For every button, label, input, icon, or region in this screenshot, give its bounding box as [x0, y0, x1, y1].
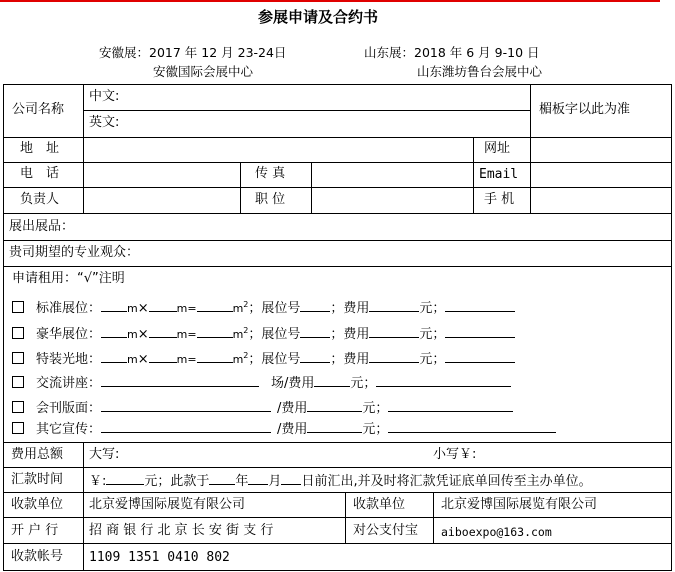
alipay-label: 对公支付宝 [353, 523, 419, 538]
shandong-show-venue: 山东潍坊鲁台会展中心 [417, 64, 543, 79]
payee-unit-value-2: 北京爱博国际展览有限公司 [441, 497, 598, 512]
audience-label: 贵司期望的专业观众： [9, 245, 140, 260]
option-standard-booth: 标准展位： $m\times m= m^2$；展位号 ；费用 元； [12, 296, 515, 318]
journal-checkbox[interactable] [12, 401, 24, 413]
company-cn-label: 中文: [89, 89, 120, 104]
rent-header: 申请租用：“√”注明 [12, 271, 125, 286]
account-label: 收款帐号 [11, 549, 64, 564]
fee-upper-label: 大写: [89, 447, 120, 462]
alipay-value: aiboexpo@163.com [441, 525, 552, 539]
option-raw-space: 特装光地： $m\times m= m^2$；展位号 ；费用 元； [12, 347, 515, 369]
person-label: 负责人 [20, 192, 60, 207]
payee-unit-label: 收款单位 [11, 497, 64, 512]
page-title: 参展申请及合约书 [257, 8, 378, 26]
top-rule [0, 0, 660, 2]
payee-unit-label-2: 收款单位 [353, 497, 406, 512]
bank-label: 开 户 行 [11, 523, 59, 538]
email-label: Email [479, 167, 519, 182]
fee-lower-label: 小写￥: [433, 447, 477, 462]
bank-value: 招 商 银 行 北 京 长 安 街 支 行 [89, 523, 274, 538]
raw-space-checkbox[interactable] [12, 352, 24, 364]
website-label: 网址 [484, 141, 511, 156]
remit-text: ￥: 元；此款于 年 月 日前汇出,并及时将汇款凭证底单回传至主办单位。 [89, 471, 592, 491]
seminar-checkbox[interactable] [12, 376, 24, 388]
exhibits-label: 展出展品： [9, 219, 75, 234]
option-luxury-booth: 豪华展位： $m\times m= m^2$；展位号 ；费用 元； [12, 322, 515, 344]
fascia-note: 楣板字以此为准 [539, 102, 631, 117]
standard-booth-checkbox[interactable] [12, 301, 24, 313]
account-value: 1109 1351 0410 802 [89, 550, 230, 565]
luxury-booth-checkbox[interactable] [12, 327, 24, 339]
remit-label: 汇款时间 [11, 472, 64, 487]
option-other: 其它宣传： /费用 元； [12, 419, 556, 439]
option-seminar: 交流讲座： 场/费用 元； [12, 373, 511, 393]
company-en-label: 英文: [89, 115, 120, 130]
anhui-show-dates: 安徽展：2017 年 12 月 23-24日 [99, 45, 287, 60]
address-label: 地 址 [20, 141, 60, 156]
shandong-show-dates: 山东展：2018 年 6 月 9-10 日 [364, 45, 540, 60]
fee-total-label: 费用总额 [11, 447, 64, 462]
phone-label: 电 话 [20, 166, 60, 181]
mobile-label: 手 机 [484, 192, 515, 207]
anhui-show-venue: 安徽国际会展中心 [153, 64, 254, 79]
fax-label: 传 真 [255, 166, 286, 181]
option-journal: 会刊版面： /费用 元； [12, 398, 513, 418]
other-checkbox[interactable] [12, 422, 24, 434]
company-name-label: 公司名称 [12, 102, 65, 117]
payee-unit-value: 北京爱博国际展览有限公司 [89, 497, 246, 512]
position-label: 职 位 [255, 192, 286, 207]
